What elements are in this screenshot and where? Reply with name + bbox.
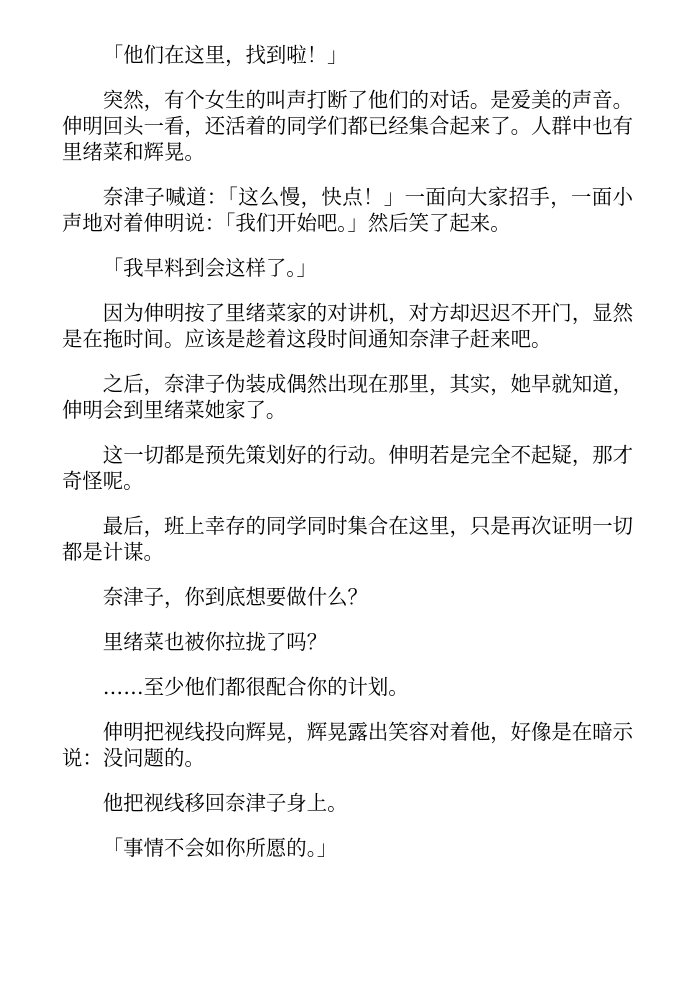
paragraph: 最后，班上幸存的同学同时集合在这里，只是再次证明一切都是计谋。 [62,514,633,564]
paragraph: 里绪菜也被你拉拢了吗？ [102,630,328,654]
paragraph: 突然，有个女生的叫声打断了他们的对话。是爱美的声音。伸明回头一看，还活着的同学们都已经集合起来了。人群中也有里绪菜和辉晃。 [62,88,633,164]
paragraph: 他把视线移回奈津子身上。 [102,791,348,815]
paragraph: 伸明把视线投向辉晃，辉晃露出笑容对着他，好像是在暗示说：没问题的。 [62,720,633,770]
paragraph: 奈津子喊道：「这么慢，快点！」一面向大家招手，一面小声地对着伸明说：「我们开始吧。」然后笑了起来。 [62,185,633,235]
paragraph: 这一切都是预先策划好的行动。伸明若是完全不起疑，那才奇怪呢。 [62,443,633,493]
paragraph: 因为伸明按了里绪菜家的对讲机，对方却迟迟不开门，显然是在拖时间。应该是趁着这段时间通知奈津子赶来吧。 [62,301,633,351]
paragraph: 之后，奈津子伪装成偶然出现在那里，其实，她早就知道，伸明会到里绪菜她家了。 [62,372,633,422]
paragraph: 「事情不会如你所愿的。」 [102,836,338,860]
paragraph: ……至少他们都很配合你的计划。 [102,675,409,699]
paragraph: 「他们在这里，找到啦！」 [102,43,348,67]
paragraph: 奈津子，你到底想要做什么？ [102,585,368,609]
paragraph: 「我早料到会这样了。」 [102,256,317,280]
